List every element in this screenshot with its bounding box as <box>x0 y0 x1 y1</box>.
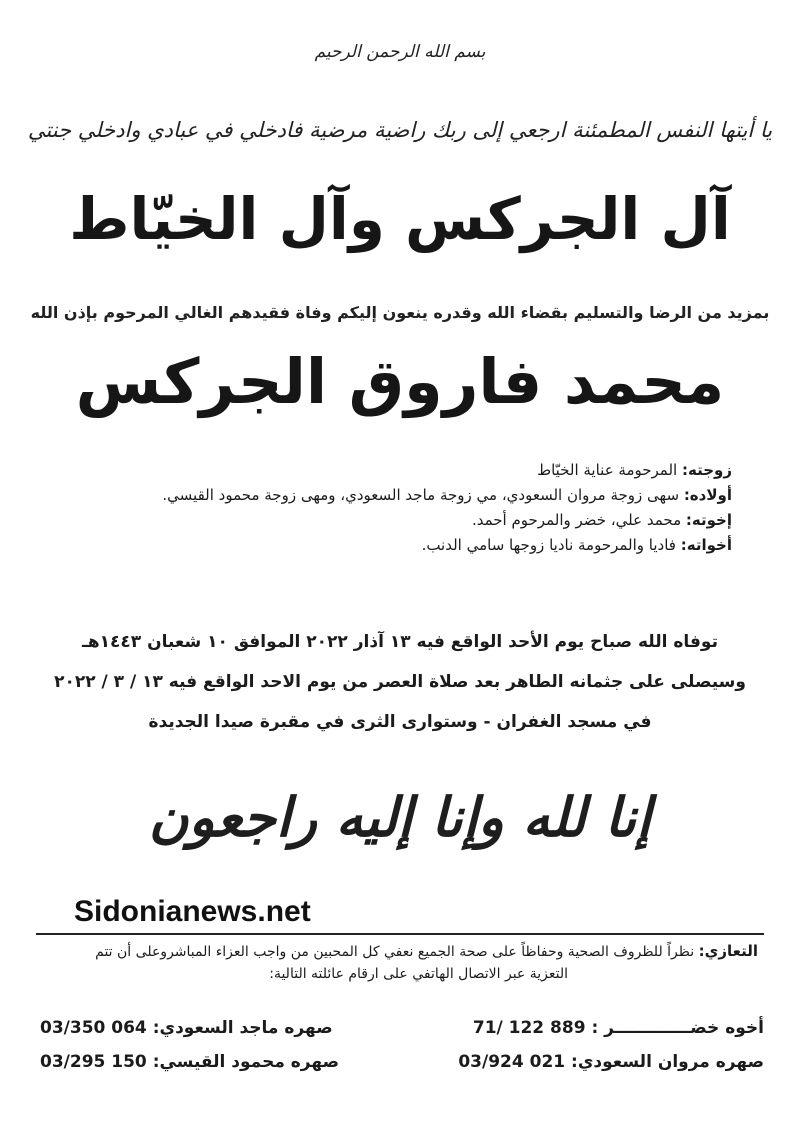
closing-calligraphy: إنا لله وإنا إليه راجعون <box>148 785 652 849</box>
contact-number: 03/295 150 <box>40 1052 147 1072</box>
condolence-key: التعازي: <box>698 942 758 960</box>
relative-key: أخواته: <box>680 536 732 554</box>
relative-sisters <box>52 533 732 558</box>
contact-label: صهره مروان السعودي: <box>571 1052 764 1072</box>
relative-value: المرحومة عناية الخيّاط <box>537 461 678 479</box>
contact-row <box>473 1018 764 1038</box>
relative-key: إخوته: <box>685 511 732 529</box>
details-line: في مسجد الغفران - وستوارى الثرى في مقبرة صيدا الجديدة <box>148 712 652 732</box>
basmala-calligraphy: بسم الله الرحمن الرحيم <box>314 42 486 62</box>
condolence-note <box>38 940 758 985</box>
condolence-text: نظراً للظروف الصحية وحفاظاً على صحة الجميع نعفي كل المحبين من واجب العزاء المباشروعلى أن تتم <box>95 944 695 960</box>
contact-row <box>40 1018 333 1038</box>
condolence-line <box>38 940 758 963</box>
deceased-name: محمد فاروق الجركس <box>75 345 725 418</box>
relative-value: محمد علي، خضر والمرحوم أحمد. <box>471 511 682 529</box>
watermark: Sidonianews.net <box>74 895 311 928</box>
relatives-list <box>52 458 732 558</box>
contact-label: صهره محمود القيسي: <box>152 1052 340 1072</box>
contact-number: 03/350 064 <box>40 1018 147 1038</box>
relative-value: فاديا والمرحومة ناديا زوجها سامي الدنب. <box>421 536 676 554</box>
contact-label: أخوه خضـــــــــــــر : <box>591 1018 764 1038</box>
contact-row <box>458 1052 764 1072</box>
divider <box>36 933 764 935</box>
relative-children <box>52 483 732 508</box>
details-line: وسيصلى على جثمانه الطاهر بعد صلاة العصر من يوم الاحد الواقع فيه ١٣ / ٣ / ٢٠٢٢ <box>54 672 746 692</box>
contact-number: 03/924 021 <box>458 1052 566 1072</box>
families-title: آل الجركس وآل الخيّاط <box>69 185 731 253</box>
contact-number: 71/ 122 889 <box>472 1018 586 1038</box>
relative-wife <box>52 458 732 483</box>
relative-key: زوجته: <box>682 461 732 479</box>
funeral-details <box>0 622 800 742</box>
details-line: توفاه الله صباح يوم الأحد الواقع فيه ١٣ آذار ٢٠٢٢ الموافق ١٠ شعبان ١٤٤٣هـ <box>82 632 718 652</box>
condolence-line: التعزية عبر الاتصال الهاتفي على ارقام عائلته التالية: <box>269 966 568 982</box>
intro-text: بمزيد من الرضا والتسليم بقضاء الله وقدره ينعون إليكم وفاة فقيدهم الغالي المرحوم بإذن الله <box>30 303 770 322</box>
quran-verse: يا أيتها النفس المطمئنة ارجعي إلى ربك راضية مرضية فادخلي في عبادي وادخلي جنتي <box>27 118 773 142</box>
relative-brothers <box>52 508 732 533</box>
contact-row <box>40 1052 339 1072</box>
relative-key: أولاده: <box>683 486 732 504</box>
relative-value: سهى زوجة مروان السعودي، مي زوجة ماجد السعودي، ومهى زوجة محمود القيسي. <box>162 486 680 504</box>
contact-label: صهره ماجد السعودي: <box>152 1018 333 1038</box>
